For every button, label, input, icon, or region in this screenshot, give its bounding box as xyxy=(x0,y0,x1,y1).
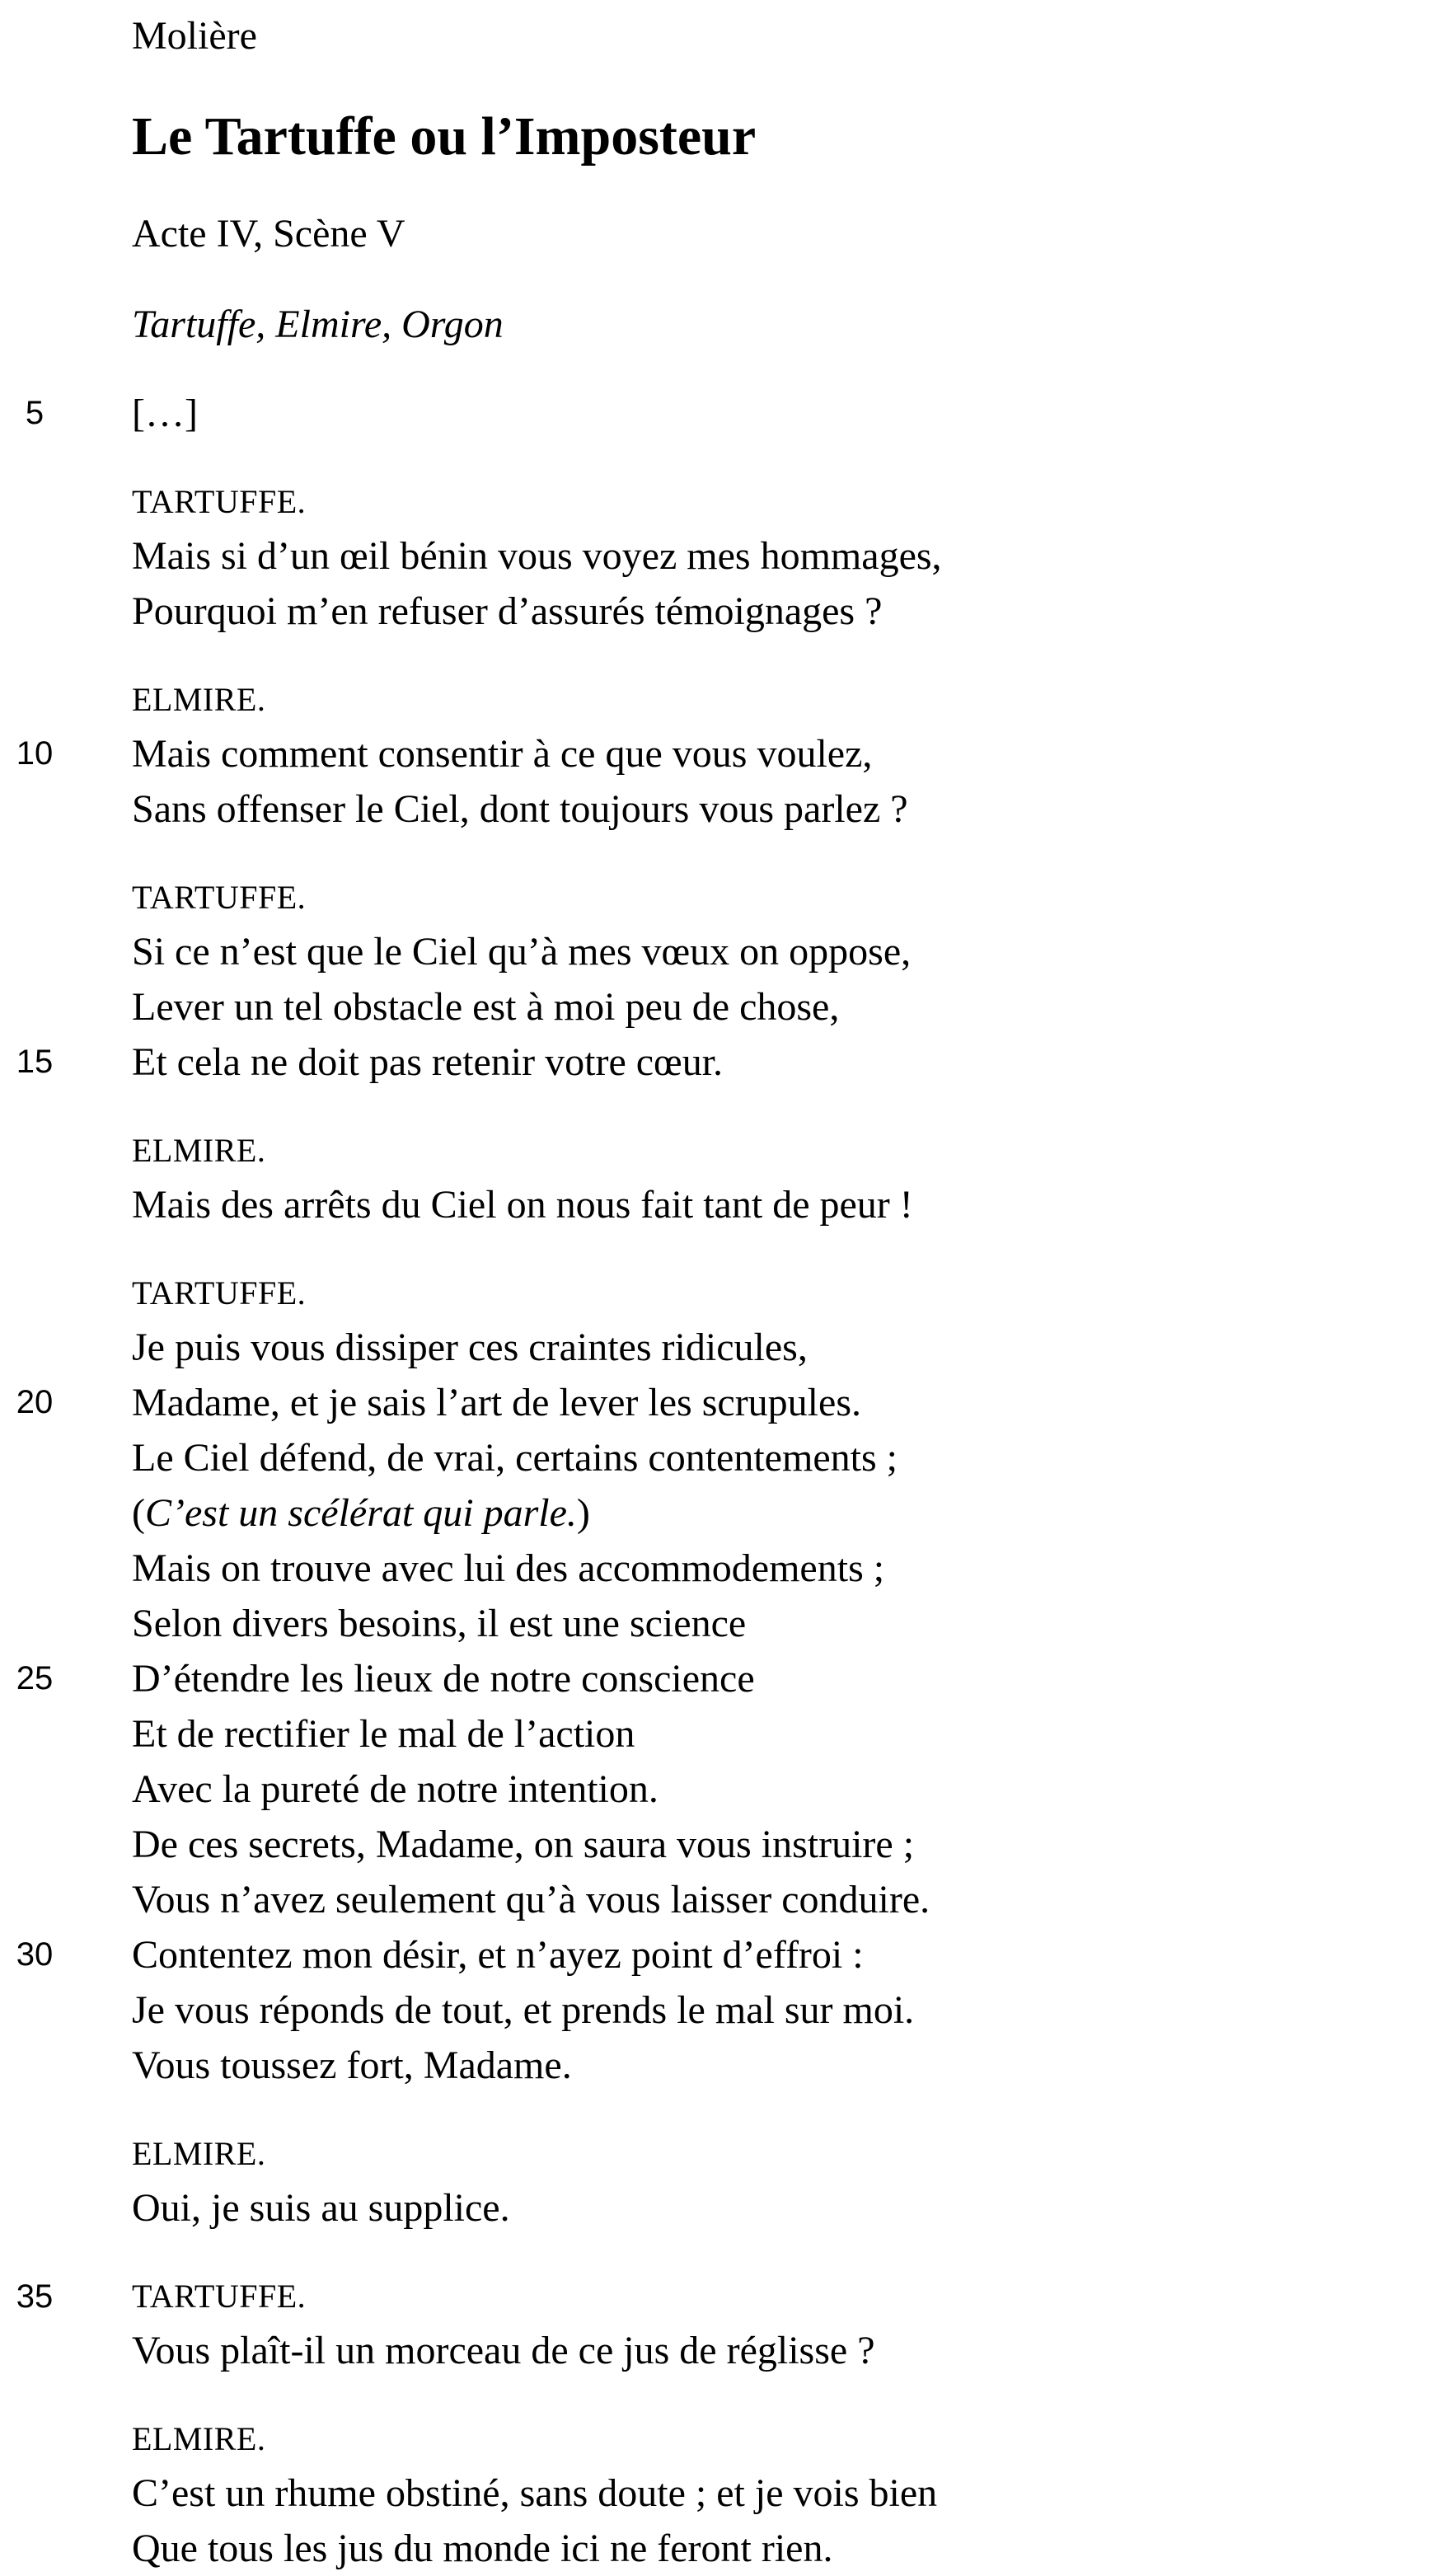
verse-line xyxy=(0,584,1453,639)
verse-text: Vous n’avez seulement qu’à vous laisser conduire. xyxy=(132,1878,930,1921)
verse-text: Si ce n’est que le Ciel qu’à mes vœux on oppose, xyxy=(132,930,912,974)
line-number: 25 xyxy=(16,1660,54,1696)
verse-line xyxy=(0,1375,1453,1430)
speaker-name: ELMIRE. xyxy=(132,2420,266,2457)
verse-text: Avec la pureté de notre intention. xyxy=(132,1767,659,1811)
verse-text: D’étendre les lieux de notre conscience xyxy=(132,1657,755,1701)
speaker-name: ELMIRE. xyxy=(132,2135,266,2172)
verse-line xyxy=(0,2180,1453,2236)
verse-line xyxy=(0,1651,1453,1706)
stanza-gap xyxy=(0,2378,1453,2413)
verse-line xyxy=(0,528,1453,584)
verse-line xyxy=(0,386,1453,441)
verse-line xyxy=(0,1982,1453,2038)
stanza-gap xyxy=(0,837,1453,871)
speaker-row xyxy=(0,2270,1453,2323)
verse-line xyxy=(0,1762,1453,1817)
speaker-name: TARTUFFE. xyxy=(132,1274,307,1311)
verse-text: Je vous réponds de tout, et prends le mal sur moi. xyxy=(132,1988,915,2032)
stage-open-paren: ( xyxy=(132,1491,145,1535)
verse-text: Mais si d’un œil bénin vous voyez mes hommages, xyxy=(132,534,942,578)
verse-text: Mais comment consentir à ce que vous voulez, xyxy=(132,732,873,776)
verse-line xyxy=(0,726,1453,781)
verse-text: Lever un tel obstacle est à moi peu de chose, xyxy=(132,985,840,1029)
line-number: 35 xyxy=(16,2278,54,2315)
verse-text: […] xyxy=(132,392,198,435)
verse-line xyxy=(0,1035,1453,1090)
stage-direction xyxy=(132,1485,590,1541)
play-text xyxy=(0,386,1453,2576)
speaker-row xyxy=(0,2128,1453,2180)
verse-line xyxy=(0,1596,1453,1651)
stanza-gap xyxy=(0,2093,1453,2128)
line-number: 15 xyxy=(16,1044,54,1080)
verse-line xyxy=(0,1541,1453,1596)
verse-text: Mais on trouve avec lui des accommodements ; xyxy=(132,1546,885,1590)
speaker-row xyxy=(0,1267,1453,1320)
stage-direction-text: C’est un scélérat qui parle. xyxy=(144,1491,577,1535)
speaker-row xyxy=(0,1124,1453,1177)
verse-line xyxy=(0,2323,1453,2378)
speaker-row xyxy=(0,673,1453,726)
speaker-name: ELMIRE. xyxy=(132,1132,266,1169)
verse-text: Pourquoi m’en refuser d’assurés témoignages ? xyxy=(132,589,883,633)
stanza-gap xyxy=(0,639,1453,673)
line-number: 20 xyxy=(16,1384,54,1420)
verse-text: Que tous les jus du monde ici ne feront rien. xyxy=(132,2527,833,2570)
verse-text: Mais des arrêts du Ciel on nous fait tant de peur ! xyxy=(132,1183,913,1227)
verse-text: De ces secrets, Madame, on saura vous instruire ; xyxy=(132,1823,915,1866)
verse-line xyxy=(0,1706,1453,1762)
verse-line xyxy=(0,1817,1453,1872)
verse-text: Et de rectifier le mal de l’action xyxy=(132,1712,635,1756)
speaker-name: ELMIRE. xyxy=(132,681,266,718)
characters-list: Tartuffe, Elmire, Orgon xyxy=(132,303,504,346)
speaker-row xyxy=(0,871,1453,924)
verse-text: Vous plaît-il un morceau de ce jus de réglisse ? xyxy=(132,2329,875,2372)
stage-close-paren: ) xyxy=(576,1491,590,1535)
verse-line xyxy=(0,1177,1453,1232)
line-number: 10 xyxy=(16,735,54,772)
stanza-gap xyxy=(0,1090,1453,1124)
verse-line xyxy=(0,2466,1453,2521)
verse-line xyxy=(0,1927,1453,1982)
speaker-row xyxy=(0,2413,1453,2466)
verse-line xyxy=(0,781,1453,837)
speaker-name: TARTUFFE. xyxy=(132,879,307,916)
verse-line xyxy=(0,2038,1453,2093)
speaker-name: TARTUFFE. xyxy=(132,483,307,520)
stanza-gap xyxy=(0,2236,1453,2270)
verse-text: Oui, je suis au supplice. xyxy=(132,2186,510,2230)
verse-text: Je puis vous dissiper ces craintes ridicules, xyxy=(132,1326,808,1369)
verse-line xyxy=(0,979,1453,1035)
verse-line xyxy=(0,1430,1453,1485)
verse-text: Contentez mon désir, et n’ayez point d’effroi : xyxy=(132,1933,864,1977)
verse-text: Sans offenser le Ciel, dont toujours vous parlez ? xyxy=(132,787,908,831)
play-title: Le Tartuffe ou l’Imposteur xyxy=(132,106,757,167)
author-name: Molière xyxy=(132,14,257,58)
verse-text: Vous toussez fort, Madame. xyxy=(132,2043,572,2087)
line-number: 5 xyxy=(25,395,45,431)
verse-line xyxy=(0,924,1453,979)
stanza-gap xyxy=(0,441,1453,476)
verse-text: Selon divers besoins, il est une science xyxy=(132,1602,747,1645)
verse-text: Le Ciel défend, de vrai, certains contentements ; xyxy=(132,1436,898,1480)
speaker-name: TARTUFFE. xyxy=(132,2278,307,2315)
stage-direction-row xyxy=(0,1485,1453,1541)
stanza-gap xyxy=(0,1232,1453,1267)
speaker-row xyxy=(0,476,1453,528)
verse-line xyxy=(0,2521,1453,2576)
line-number: 30 xyxy=(16,1936,54,1973)
verse-text: C’est un rhume obstiné, sans doute ; et je vois bien xyxy=(132,2471,938,2515)
verse-line xyxy=(0,1872,1453,1927)
verse-line xyxy=(0,1320,1453,1375)
verse-text: Madame, et je sais l’art de lever les scrupules. xyxy=(132,1381,861,1424)
verse-text: Et cela ne doit pas retenir votre cœur. xyxy=(132,1040,724,1084)
scene-heading: Acte IV, Scène V xyxy=(132,212,405,256)
